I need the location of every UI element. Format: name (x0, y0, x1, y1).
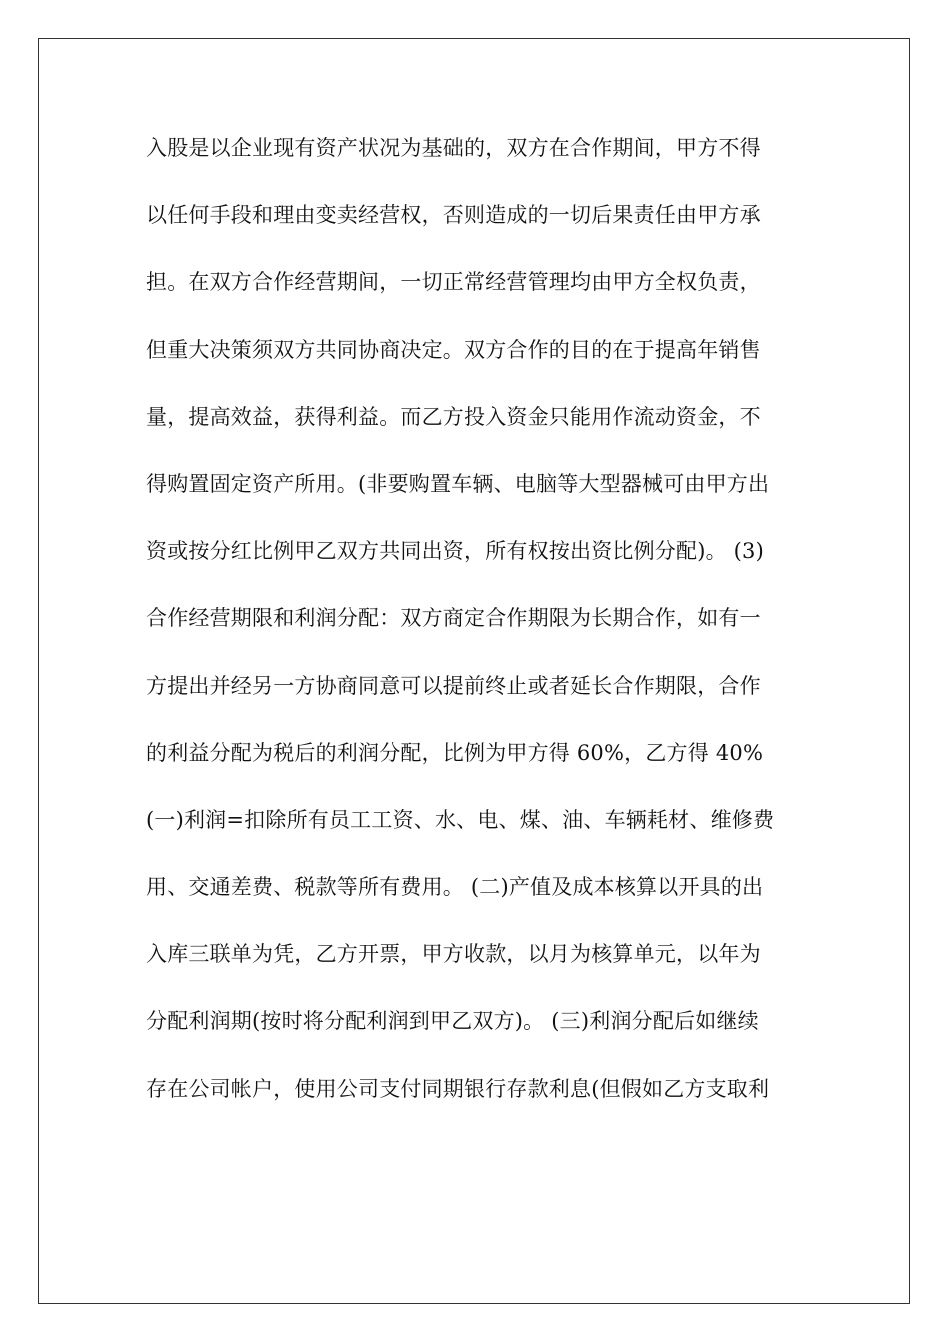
text-line: 量，提高效益，获得利益。而乙方投入资金只能用作流动资金，不 (146, 404, 761, 429)
text-line: 资或按分红比例甲乙双方共同出资，所有权按出资比例分配)。 (3) (146, 539, 765, 564)
text-line: 方提出并经另一方协商同意可以提前终止或者延长合作期限，合作 (146, 673, 761, 698)
document-body (146, 128, 810, 1136)
text-line: 用、交通差费、税款等所有费用。 (二)产值及成本核算以开具的出 (146, 875, 764, 900)
text-line: 合作经营期限和利润分配：双方商定合作期限为长期合作，如有一 (146, 606, 761, 631)
text-line: 担。在双方合作经营期间，一切正常经营管理均由甲方全权负责， (146, 270, 761, 295)
text-line: 的利益分配为税后的利润分配，比例为甲方得 60%，乙方得 40% (146, 740, 764, 765)
text-line: 以任何手段和理由变卖经营权，否则造成的一切后果责任由甲方承 (146, 203, 761, 228)
text-line: 入库三联单为凭，乙方开票，甲方收款，以月为核算单元，以年为 (146, 942, 761, 967)
text-line: 得购置固定资产所用。(非要购置车辆、电脑等大型器械可由甲方出 (146, 471, 770, 496)
text-line: 存在公司帐户，使用公司支付同期银行存款利息(但假如乙方支取利 (146, 1076, 770, 1101)
text-line: (一)利润=扣除所有员工工资、水、电、煤、油、车辆耗材、维修费 (146, 807, 775, 832)
text-line: 入股是以企业现有资产状况为基础的，双方在合作期间，甲方不得 (146, 136, 761, 160)
text-line: 但重大决策须双方共同协商决定。双方合作的目的在于提高年销售 (146, 337, 761, 362)
text-line: 分配利润期(按时将分配利润到甲乙双方)。 (三)利润分配后如继续 (146, 1009, 759, 1034)
